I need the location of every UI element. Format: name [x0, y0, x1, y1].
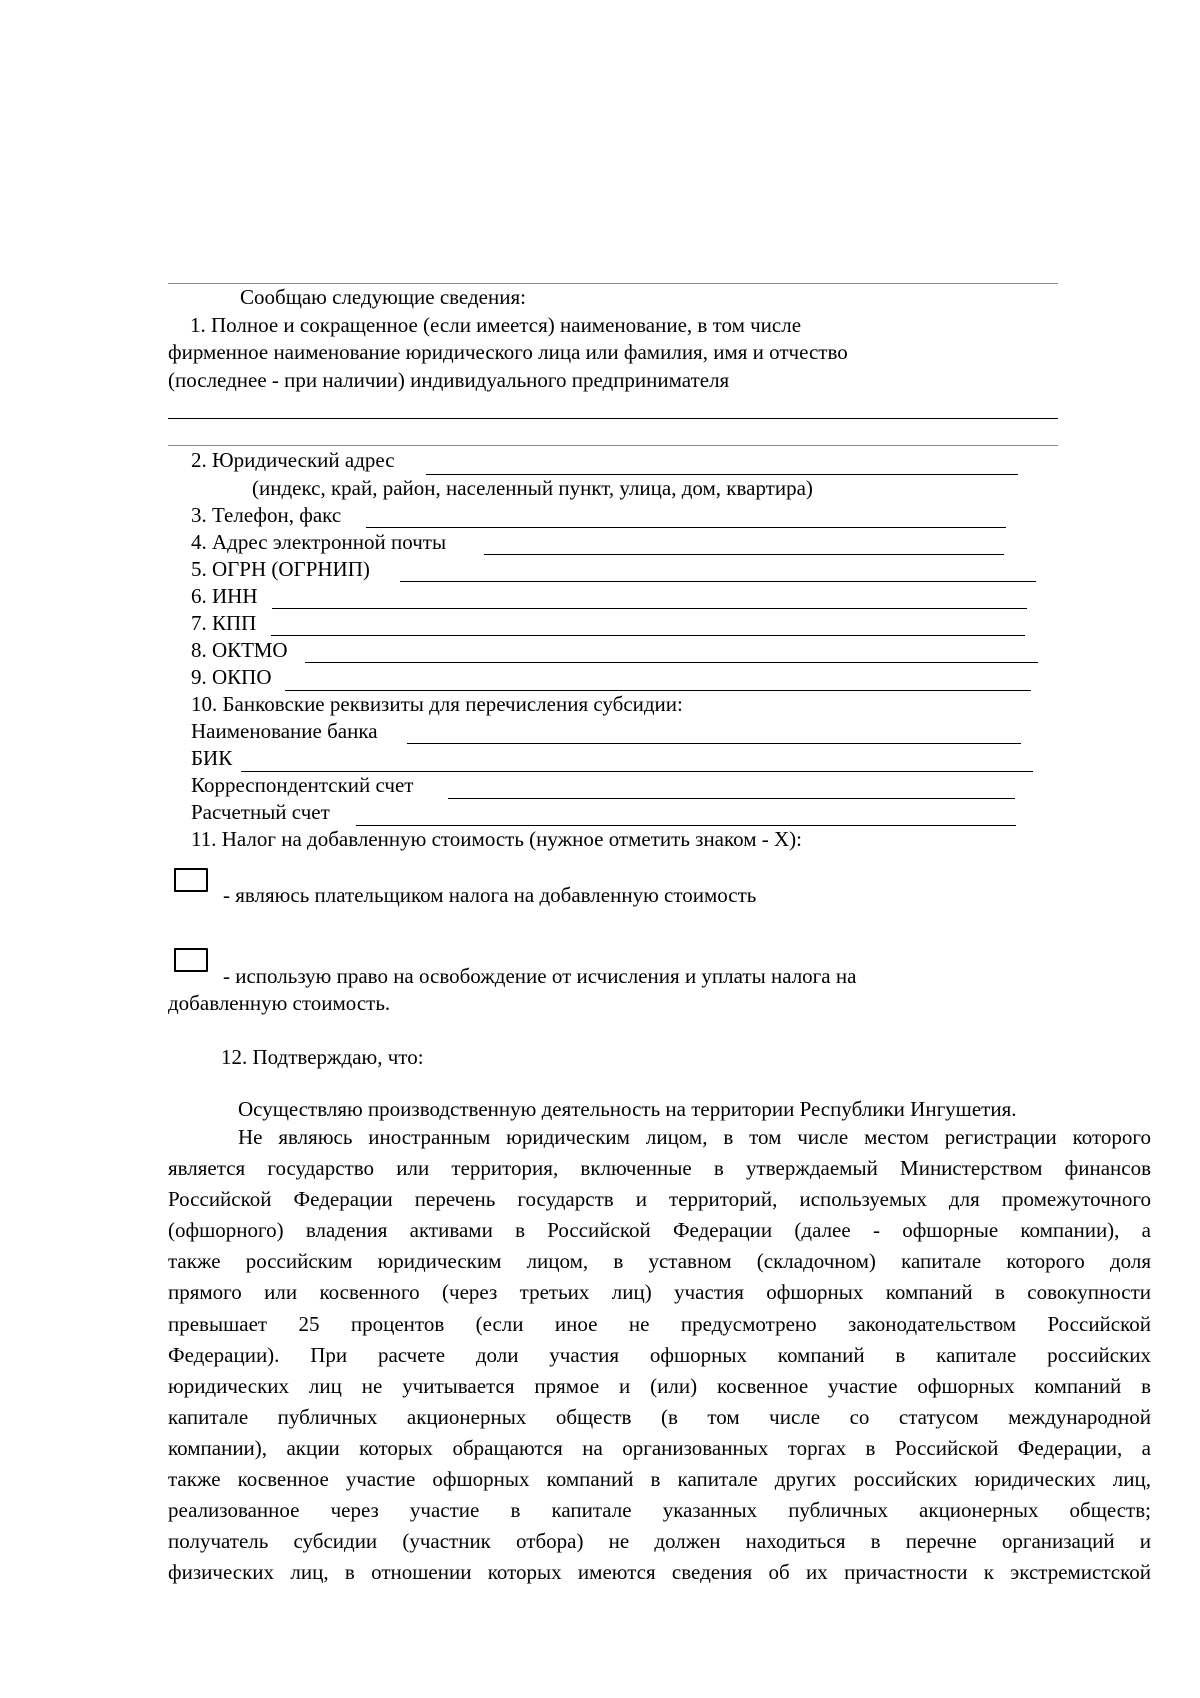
kpp-label: 7. КПП: [191, 611, 257, 635]
settlement-account-label: Расчетный счет: [191, 800, 330, 824]
name-field-line[interactable]: [168, 418, 1058, 419]
confirm-line-2: является государство или территория, включенные в утверждаемый Министерством финансов: [168, 1156, 1151, 1180]
confirm-statement-1: Осуществляю производственную деятельность на территории Республики Ингушетия.: [238, 1097, 1017, 1121]
name-field-line-2[interactable]: [168, 445, 1058, 446]
inn-label: 6. ИНН: [191, 584, 258, 608]
legal-address-label: 2. Юридический адрес: [191, 448, 395, 472]
oktmo-label: 8. ОКТМО: [191, 638, 288, 662]
confirm-line-5: также российским юридическим лицом, в уставном (складочном) капитале которого доля: [168, 1249, 1151, 1273]
phone-fax-label: 3. Телефон, факс: [191, 503, 342, 527]
confirm-line-8: Федерации). При расчете доли участия офшорных компаний в капитале российских: [168, 1343, 1151, 1367]
vat-heading: 11. Налог на добавленную стоимость (нужное отметить знаком - Х):: [191, 827, 803, 851]
kpp-field[interactable]: [271, 635, 1025, 636]
bank-name-field[interactable]: [407, 743, 1021, 744]
bik-label: БИК: [191, 746, 233, 770]
confirm-line-14: получатель субсидии (участник отбора) не должен находиться в перечне организаций и: [168, 1529, 1151, 1553]
vat-exempt-label-line1: - использую право на освобождение от исчисления и уплаты налога на: [223, 964, 857, 988]
confirm-line-1: Не являюсь иностранным юридическим лицом, в том числе местом регистрации которого: [238, 1125, 1151, 1149]
item1-line2: фирменное наименование юридического лица или фамилия, имя и отчество: [168, 340, 848, 364]
phone-fax-field[interactable]: [366, 527, 1006, 528]
ogrn-label: 5. ОГРН (ОГРНИП): [191, 557, 370, 581]
vat-exempt-checkbox[interactable]: [174, 948, 208, 972]
vat-payer-checkbox[interactable]: [174, 868, 208, 892]
item1-line3: (последнее - при наличии) индивидуального предпринимателя: [168, 368, 730, 392]
email-label: 4. Адрес электронной почты: [191, 530, 447, 554]
corr-account-label: Корреспондентский счет: [191, 773, 414, 797]
confirm-line-13: реализованное через участие в капитале указанных публичных акционерных обществ;: [168, 1498, 1151, 1522]
confirm-line-12: также косвенное участие офшорных компаний в капитале других российских юридических лиц,: [168, 1467, 1151, 1491]
ogrn-field[interactable]: [400, 581, 1036, 582]
bank-details-label: 10. Банковские реквизиты для перечисления субсидии:: [191, 692, 683, 716]
confirm-line-3: Российской Федерации перечень государств и территорий, используемых для промежуточного: [168, 1187, 1151, 1211]
legal-address-hint: (индекс, край, район, населенный пункт, улица, дом, квартира): [252, 476, 813, 500]
corr-account-field[interactable]: [448, 798, 1015, 799]
confirm-heading: 12. Подтверждаю, что:: [221, 1045, 424, 1069]
oktmo-field[interactable]: [305, 662, 1038, 663]
confirm-line-9: юридических лиц не учитывается прямое и (или) косвенное участие офшорных компаний в: [168, 1374, 1151, 1398]
bank-name-label: Наименование банка: [191, 719, 378, 743]
vat-payer-label: - являюсь плательщиком налога на добавленную стоимость: [223, 883, 757, 907]
inn-field[interactable]: [272, 608, 1027, 609]
confirm-line-10: капитале публичных акционерных обществ (в том числе со статусом международной: [168, 1405, 1151, 1429]
intro-text: Сообщаю следующие сведения:: [240, 285, 526, 309]
confirm-line-7: превышает 25 процентов (если иное не предусмотрено законодательством Российской: [168, 1312, 1151, 1336]
vat-exempt-label-line2: добавленную стоимость.: [168, 991, 391, 1015]
confirm-line-11: компании), акции которых обращаются на организованных торгах в Российской Федерации, а: [168, 1436, 1151, 1460]
email-field[interactable]: [484, 554, 1004, 555]
okpo-label: 9. ОКПО: [191, 665, 272, 689]
confirm-line-15: физических лиц, в отношении которых имеются сведения об их причастности к экстремистской: [168, 1560, 1151, 1584]
item1-line1: 1. Полное и сокращенное (если имеется) наименование, в том числе: [190, 313, 802, 337]
confirm-line-4: (офшорного) владения активами в Российской Федерации (далее - офшорные компании), а: [168, 1218, 1151, 1242]
confirm-line-6: прямого или косвенного (через третьих лиц) участия офшорных компаний в совокупности: [168, 1280, 1151, 1304]
